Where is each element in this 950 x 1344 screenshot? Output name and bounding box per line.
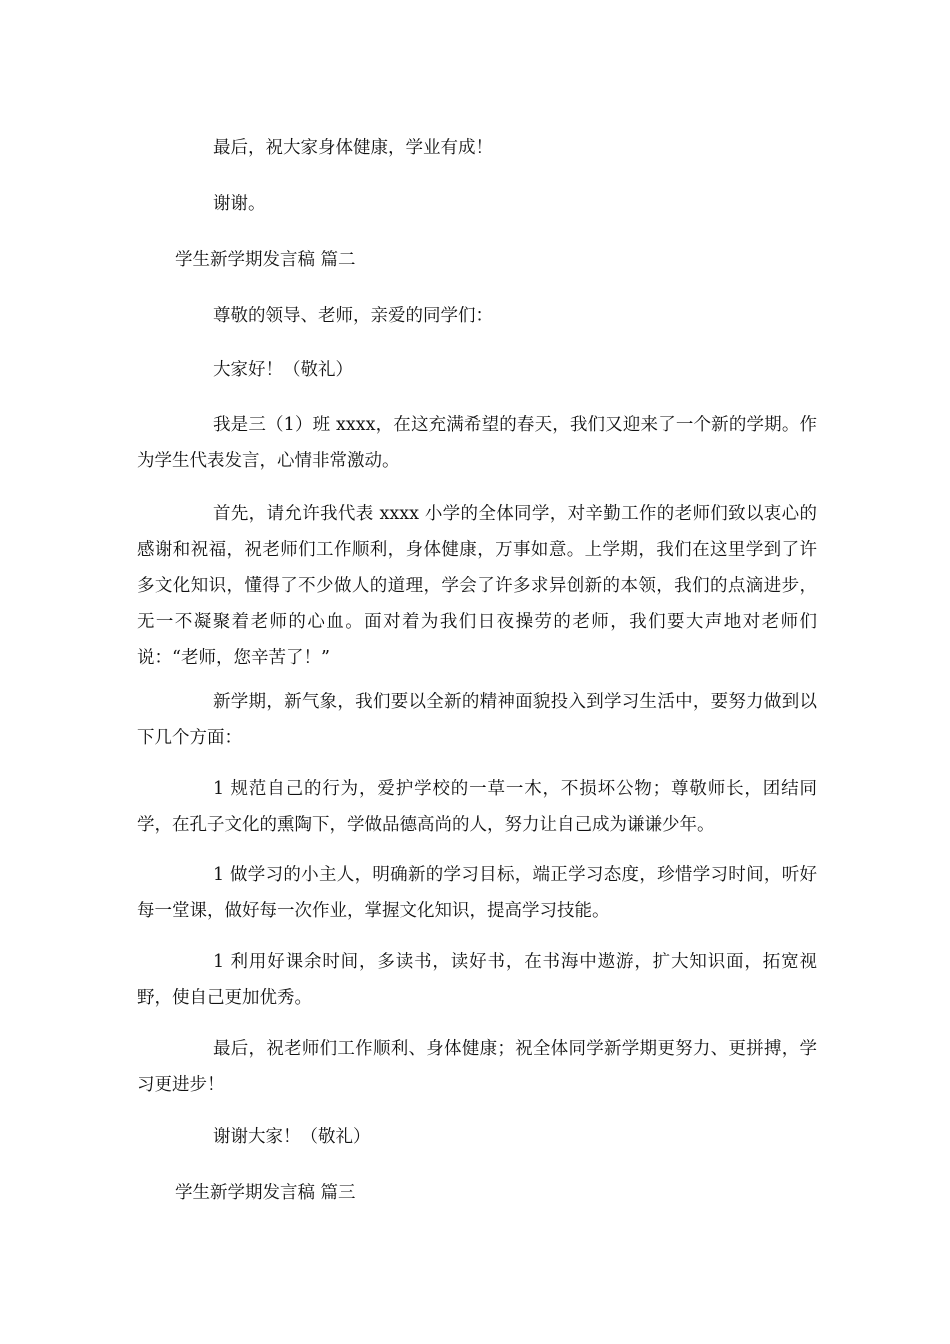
thanks-line-1: 谢谢。	[213, 194, 266, 214]
section-heading-2: 学生新学期发言稿 篇二	[175, 250, 356, 270]
section-heading-3: 学生新学期发言稿 篇三	[175, 1183, 356, 1203]
salutation-line: 尊敬的领导、老师，亲爱的同学们：	[213, 306, 493, 326]
paragraph-new-semester: 新学期，新气象，我们要以全新的精神面貌投入到学习生活中，要努力做到以下几个方面：	[137, 692, 817, 748]
paragraph-closing-2: 最后，祝老师们工作顺利、身体健康；祝全体同学新学期更努力、更拼搏，学习更进步！	[137, 1039, 817, 1095]
greeting-line: 大家好！（敬礼）	[213, 360, 353, 380]
list-item-behavior: 1 规范自己的行为，爱护学校的一草一木，不损坏公物；尊敬师长，团结同学，在孔子文化的熏陶下，学做品德高尚的人，努力让自己成为谦谦少年。	[137, 779, 817, 835]
paragraph-thanks-teachers: 首先，请允许我代表 xxxx 小学的全体同学，对辛勤工作的老师们致以衷心的感谢和祝福，祝老师们工作顺利，身体健康，万事如意。上学期，我们在这里学到了许多文化知识，懂得了不少做人的道理，学会了许多求异创新的本领，我们的点滴进步，无一不凝聚着老师的心血。面对着为我们日夜操劳的老师，我们要大声地对老师们说：“老师，您辛苦了！”	[137, 504, 817, 668]
thanks-line-2: 谢谢大家！（敬礼）	[213, 1127, 371, 1147]
list-item-reading: 1 利用好课余时间，多读书，读好书，在书海中遨游，扩大知识面，拓宽视野，使自己更加优秀。	[137, 952, 817, 1008]
closing-line-1: 最后，祝大家身体健康，学业有成！	[213, 138, 493, 158]
paragraph-intro: 我是三（1）班 xxxx，在这充满希望的春天，我们又迎来了一个新的学期。作为学生代表发言，心情非常激动。	[137, 415, 817, 471]
list-item-study: 1 做学习的小主人，明确新的学习目标，端正学习态度，珍惜学习时间，听好每一堂课，做好每一次作业，掌握文化知识，提高学习技能。	[137, 865, 817, 921]
